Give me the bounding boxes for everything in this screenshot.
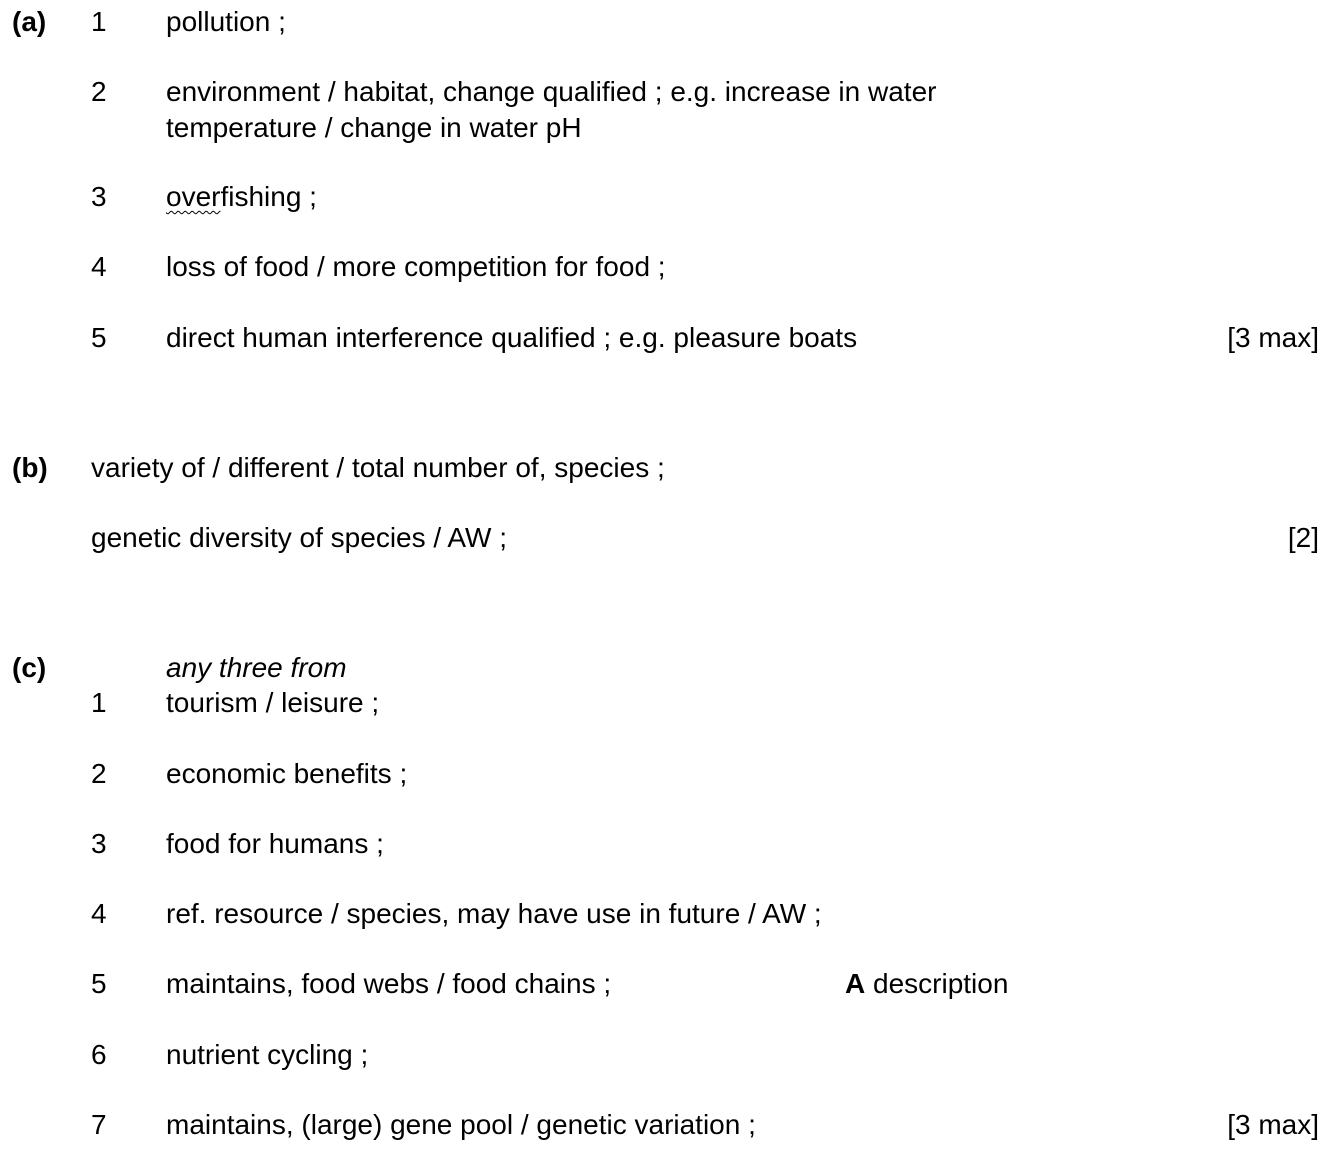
item-number: 6 [91, 1039, 107, 1070]
answer-text: maintains, (large) gene pool / genetic variation ; [166, 1109, 756, 1140]
item-number: 4 [91, 251, 107, 282]
answer-text-rest: fishing ; [220, 181, 317, 212]
item-number: 7 [91, 1109, 107, 1140]
item-number: 3 [91, 181, 107, 212]
underlined-fragment: over [166, 181, 221, 212]
answer-text: economic benefits ; [166, 758, 408, 789]
answer-text: loss of food / more competition for food ; [166, 251, 666, 282]
answer-text: food for humans ; [166, 828, 384, 859]
instruction-text: any three from [166, 652, 347, 683]
item-number: 1 [91, 6, 107, 37]
answer-text [166, 179, 317, 215]
item-number: 5 [91, 968, 107, 999]
answer-text: maintains, food webs / food chains ; [166, 968, 612, 999]
item-number: 2 [91, 758, 107, 789]
answer-text [166, 74, 936, 146]
answer-text: variety of / different / total number of, species ; [91, 452, 665, 483]
answer-text: nutrient cycling ; [166, 1039, 369, 1070]
accept-text: description [873, 968, 1009, 999]
accept-marker: A [845, 968, 866, 999]
part-b-label: (b) [12, 452, 48, 483]
marks-label: [3 max] [1227, 1109, 1319, 1140]
answer-text-line: environment / habitat, change qualified ; e.g. increase in water [166, 76, 937, 107]
accept-note [845, 967, 1008, 1001]
answer-text-line: temperature / change in water pH [166, 112, 582, 143]
item-number: 1 [91, 687, 107, 718]
marks-label: [2] [1287, 522, 1319, 553]
answer-text: ref. resource / species, may have use in future / AW ; [166, 898, 822, 929]
item-number: 2 [91, 76, 107, 107]
answer-text: direct human interference qualified ; e.g. pleasure boats [166, 322, 858, 353]
item-number: 5 [91, 322, 107, 353]
answer-text: tourism / leisure ; [166, 687, 380, 718]
item-number: 3 [91, 828, 107, 859]
item-number: 4 [91, 898, 107, 929]
answer-text: pollution ; [166, 6, 286, 37]
part-a-label: (a) [12, 6, 47, 37]
answer-text: genetic diversity of species / AW ; [91, 522, 508, 553]
part-c-label: (c) [12, 652, 47, 683]
marks-label: [3 max] [1227, 322, 1319, 353]
